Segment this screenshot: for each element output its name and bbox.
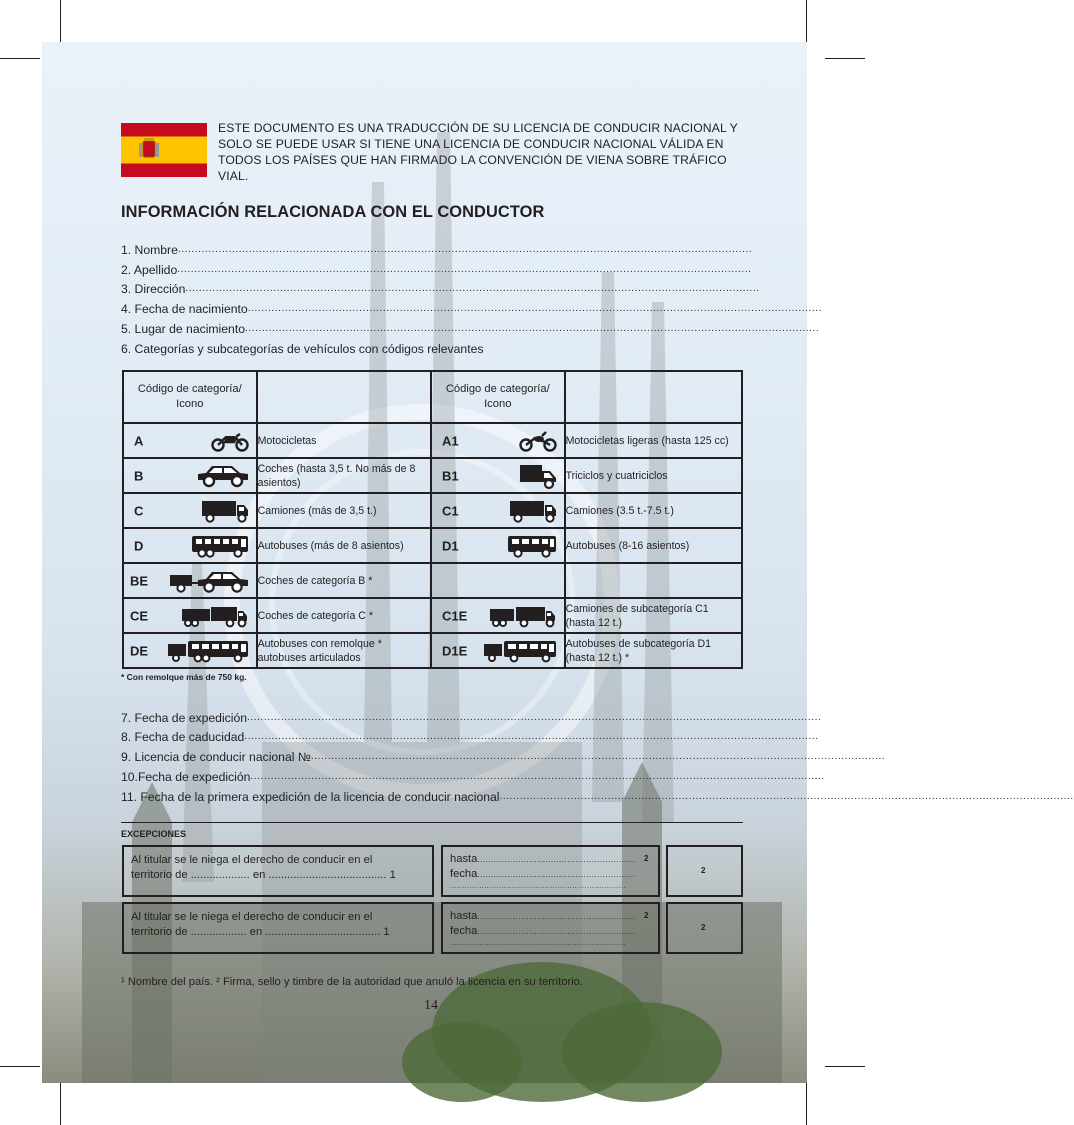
table-row: [123, 598, 742, 633]
footnote-mark: 2: [701, 866, 706, 875]
light-motorcycle-icon: [518, 430, 558, 452]
field-label: 5. Lugar de nacimiento: [121, 322, 245, 336]
motorcycle-icon: [210, 430, 250, 452]
field-licencia-numero: 9. Licencia de conducir nacional № ..........................................................................................................................................................................: [121, 750, 886, 764]
category-description: Autobuses con remolque * autobuses articulados: [257, 633, 431, 668]
category-code: A1: [441, 433, 459, 448]
field-nombre: 1. Nombre ..........................................................................................................................................................................: [121, 243, 753, 257]
translation-notice: ESTE DOCUMENTO ES UNA TRADUCCIÓN DE SU LICENCIA DE CONDUCIR NACIONAL Y SOLO SE PUEDE USAR SI TIENE UNA LICENCIA DE CONDUCIR NACIONAL VÁLIDA EN TODOS LOS PAÍSES QUE HAN FIRMADO LA CONVENCIÓN DE VIENA SOBRE TRÁFICO VIAL.: [218, 121, 738, 183]
field-label: 2. Apellido: [121, 263, 178, 277]
category-code: B1: [441, 468, 459, 483]
table-row: [123, 633, 742, 668]
small-bus-icon: [506, 534, 558, 558]
field-fecha-caducidad: 8. Fecha de caducidad ..........................................................................................................................................................................: [121, 730, 819, 744]
small-bus-trailer-icon: [482, 639, 558, 663]
field-apellido: 2. Apellido ..........................................................................................................................................................................: [121, 263, 752, 277]
exception-box: [122, 902, 434, 954]
table-row: [123, 528, 742, 563]
field-lugar-nacimiento: 5. Lugar de nacimiento ..........................................................................................................................................................................: [121, 322, 820, 336]
small-truck-trailer-icon: [488, 604, 558, 628]
fecha-label: fecha: [450, 925, 478, 937]
table-row: [123, 423, 742, 458]
car-trailer-icon: [168, 569, 250, 593]
field-primera-expedicion: 11. Fecha de la primera expedición de la licencia de conducir nacional ..........................................................................................................................................................................: [121, 790, 1074, 804]
hasta-label: hasta: [450, 910, 478, 922]
fecha-label: fecha: [450, 868, 478, 880]
category-code: A: [134, 433, 144, 448]
category-description: Triciclos y cuatriciclos: [565, 458, 742, 493]
divider: [121, 822, 743, 823]
page-footnote: ¹ Nombre del país. ² Firma, sello y timbre de la autoridad que anuló la licencia en su territorio.: [121, 976, 584, 988]
hasta-label: hasta: [450, 853, 478, 865]
category-code: C: [134, 503, 144, 518]
category-description: Camiones de subcategoría C1 (hasta 12 t.): [565, 598, 742, 633]
exception-line: territorio de .................. en ..................................... 1: [131, 926, 390, 938]
small-truck-icon: [508, 499, 558, 523]
footnote-mark: 2: [701, 923, 706, 932]
signature-box: [666, 902, 743, 954]
category-description: Coches (hasta 3,5 t. No más de 8 asientos): [257, 458, 431, 493]
field-label: 3. Dirección: [121, 282, 186, 296]
category-description: Motocicletas: [257, 423, 431, 458]
header-right: Código de categoría/ Icono: [431, 371, 565, 423]
category-code: BE: [130, 573, 149, 588]
category-code: D1: [441, 538, 459, 553]
field-direccion: 3. Dirección ..........................................................................................................................................................................: [121, 282, 760, 296]
footnote-mark: 2: [644, 911, 649, 920]
exception-line: Al titular se le niega el derecho de conducir en el: [131, 854, 373, 866]
field-label: 8. Fecha de caducidad: [121, 730, 245, 744]
header-left: Código de categoría/ Icono: [123, 371, 257, 423]
field-fecha-nacimiento: 4. Fecha de nacimiento ..........................................................................................................................................................................: [121, 302, 823, 316]
trailer-note: * Con remolque más de 750 kg.: [121, 672, 247, 682]
category-description: Motocicletas ligeras (hasta 125 cc): [565, 423, 742, 458]
category-code: B: [134, 468, 144, 483]
field-label: 10.Fecha de expedición: [121, 770, 251, 784]
exception-dates-box: hasta.......................................................... fecha.......................................................... ........................................................................ 2: [441, 902, 660, 954]
bus-icon: [190, 534, 250, 558]
field-fecha-expedicion: 7. Fecha de expedición ..........................................................................................................................................................................: [121, 711, 822, 725]
table-row: [123, 563, 742, 598]
car-icon: [196, 464, 250, 488]
table-row: [123, 493, 742, 528]
exception-line: territorio de ................... en ...................................... 1: [131, 869, 396, 881]
truck-icon: [200, 499, 250, 523]
field-label: 4. Fecha de nacimiento: [121, 302, 248, 316]
category-description: Coches de categoría C *: [257, 598, 431, 633]
field-label: 7. Fecha de expedición: [121, 711, 248, 725]
tricycle-icon: [518, 463, 558, 489]
section-title: INFORMACIÓN RELACIONADA CON EL CONDUCTOR: [121, 203, 545, 221]
signature-box: [666, 845, 743, 897]
field-label: 9. Licencia de conducir nacional №: [121, 750, 311, 764]
category-description: Autobuses (8-16 asientos): [565, 528, 742, 563]
page-number: 14: [424, 998, 438, 1013]
field-label: 11. Fecha de la primera expedición de la licencia de conducir nacional: [121, 790, 500, 804]
truck-trailer-icon: [180, 604, 250, 628]
category-description: [565, 563, 742, 598]
field-label: 1. Nombre: [121, 243, 178, 257]
field-fecha-expedicion-10: 10.Fecha de expedición ..........................................................................................................................................................................: [121, 770, 825, 784]
category-description: Autobuses de subcategoría D1 (hasta 12 t.) *: [565, 633, 742, 668]
exception-box: [122, 845, 434, 897]
categories-label: 6. Categorías y subcategorías de vehículos con códigos relevantes: [121, 342, 484, 356]
table-row: [123, 458, 742, 493]
category-code: D: [134, 538, 144, 553]
category-description: Camiones (más de 3,5 t.): [257, 493, 431, 528]
category-code: C1E: [441, 608, 468, 623]
category-description: Camiones (3.5 t.-7.5 t.): [565, 493, 742, 528]
category-code: DE: [130, 643, 149, 658]
category-code: D1E: [441, 643, 468, 658]
exceptions-title: EXCEPCIONES: [121, 829, 187, 839]
exception-dates-box: hasta.......................................................... fecha.......................................................... ........................................................................ 2: [441, 845, 660, 897]
vehicle-categories-table: [122, 370, 743, 669]
exception-line: Al titular se le niega el derecho de conducir en el: [131, 911, 373, 923]
footnote-mark: 2: [644, 854, 649, 863]
spain-flag-icon: [121, 123, 207, 177]
category-code: C1: [441, 503, 459, 518]
category-description: Autobuses (más de 8 asientos): [257, 528, 431, 563]
category-description: Coches de categoría B *: [257, 563, 431, 598]
category-code: CE: [130, 608, 149, 623]
table-header-row: [123, 371, 742, 423]
bus-trailer-icon: [166, 639, 250, 663]
